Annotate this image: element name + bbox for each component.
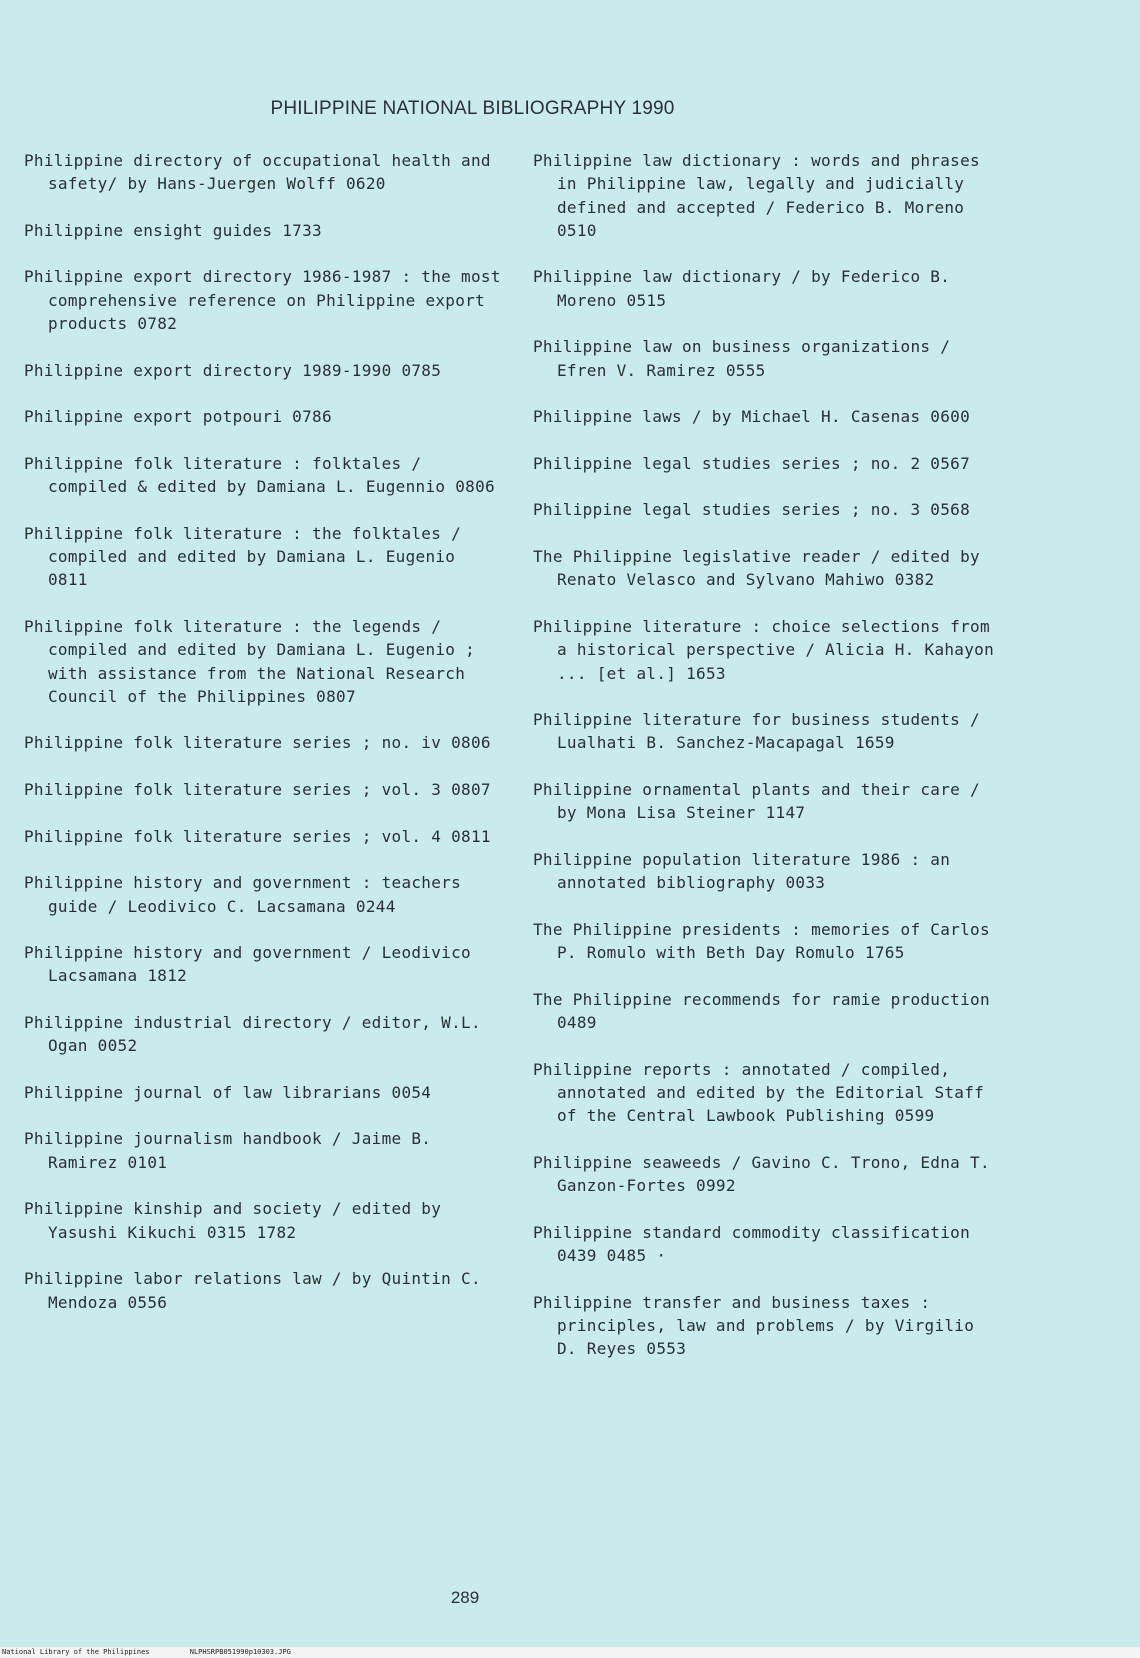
bibliography-entry: Philippine law on business organizations / Efren V. Ramirez 0555 bbox=[533, 337, 951, 380]
bibliography-entry: Philippine literature : choice selections from a historical perspective / Alicia H. Kahayon ... [et al.] 1653 bbox=[533, 616, 995, 683]
bibliography-entry: Philippine journal of law librarians 0054 bbox=[24, 1082, 432, 1102]
page-header: PHILIPPINE NATIONAL BIBLIOGRAPHY 1990 bbox=[270, 98, 675, 119]
footer-file: NLPHSRPB051990p10303.JPG bbox=[189, 1648, 291, 1656]
bibliography-entry: Philippine folk literature : folktales / compiled & edited by Damiana L. Eugennio 0806 bbox=[24, 453, 495, 497]
bibliography-entry: The Philippine recommends for ramie production 0489 bbox=[533, 989, 990, 1032]
bibliography-entry: Philippine export potpouri 0786 bbox=[24, 407, 332, 427]
bibliography-entry: Philippine history and government / Leodivico Lacsamana 1812 bbox=[24, 943, 471, 986]
bibliography-entry: Philippine law dictionary : words and phrases in Philippine law, legally and judicially defined and accepted / Federico B. Moreno 0510 bbox=[533, 151, 980, 240]
bibliography-entry: Philippine standard commodity classification 0439 0485 · bbox=[533, 1222, 971, 1265]
bibliography-entry: Philippine export directory 1989-1990 0785 bbox=[24, 360, 442, 380]
bibliography-entry: Philippine population literature 1986 : an annotated bibliography 0033 bbox=[533, 849, 951, 893]
footer-library: National Library of the Philippines bbox=[2, 1648, 150, 1656]
bibliography-entry: Philippine kinship and society / edited by Yasushi Kikuchi 0315 1782 bbox=[24, 1199, 442, 1242]
bibliography-entry: Philippine law dictionary / by Federico B. Moreno 0515 bbox=[533, 267, 951, 310]
bibliography-entry: The Philippine legislative reader / edited by Renato Velasco and Sylvano Mahiwo 0382 bbox=[533, 547, 980, 590]
left-column bbox=[24, 149, 504, 1337]
bibliography-entry: Philippine folk literature series ; vol. 3 0807 bbox=[24, 780, 491, 800]
bibliography-entry: Philippine ornamental plants and their care / by Mona Lisa Steiner 1147 bbox=[533, 780, 980, 823]
bibliography-entry: Philippine export directory 1986-1987 : the most comprehensive reference on Philippine export products 0782 bbox=[24, 267, 501, 334]
bibliography-entry: Philippine folk literature : the folktales / compiled and edited by Damiana L. Eugenio 0811 bbox=[24, 523, 462, 590]
bibliography-entry: Philippine legal studies series ; no. 2 0567 bbox=[533, 453, 971, 473]
bibliography-entry: Philippine journalism handbook / Jaime B. Ramirez 0101 bbox=[24, 1129, 432, 1172]
bibliography-entry: Philippine directory of occupational health and safety/ by Hans-Juergen Wolff 0620 bbox=[24, 151, 491, 194]
bibliography-entry: Philippine industrial directory / editor, W.L. Ogan 0052 bbox=[24, 1012, 481, 1056]
bibliography-entry: Philippine seaweeds / Gavino C. Trono, Edna T. Ganzon-Fortes 0992 bbox=[533, 1152, 990, 1196]
bibliography-entry: Philippine folk literature series ; no. iv 0806 bbox=[24, 733, 491, 753]
bibliography-entry: The Philippine presidents : memories of Carlos P. Romulo with Beth Day Romulo 1765 bbox=[533, 919, 990, 963]
bibliography-entry: Philippine history and government : teachers guide / Leodivico C. Lacsamana 0244 bbox=[24, 873, 462, 916]
scan-footer bbox=[0, 1647, 1140, 1658]
bibliography-entry: Philippine reports : annotated / compiled, annotated and edited by the Editorial Staff of the Central Lawbook Publishing 0599 bbox=[533, 1059, 985, 1126]
bibliography-entry: Philippine labor relations law / by Quintin C. Mendoza 0556 bbox=[24, 1269, 481, 1312]
bibliography-entry: Philippine ensight guides 1733 bbox=[24, 220, 322, 240]
bibliography-entry: Philippine transfer and business taxes : principles, law and problems / by Virgilio D. Reyes 0553 bbox=[533, 1292, 975, 1359]
right-column bbox=[533, 149, 1003, 1384]
bibliography-entry: Philippine folk literature : the legends / compiled and edited by Damiana L. Eugenio ; with assistance from the National Research Council of the Philippines 0807 bbox=[24, 616, 476, 706]
bibliography-entry: Philippine legal studies series ; no. 3 0568 bbox=[533, 500, 971, 520]
bibliography-entry: Philippine laws / by Michael H. Casenas 0600 bbox=[533, 407, 971, 427]
page-number: 289 bbox=[450, 1588, 480, 1607]
bibliography-entry: Philippine folk literature series ; vol. 4 0811 bbox=[24, 826, 491, 846]
bibliography-entry: Philippine literature for business students / Lualhati B. Sanchez-Macapagal 1659 bbox=[533, 710, 980, 753]
